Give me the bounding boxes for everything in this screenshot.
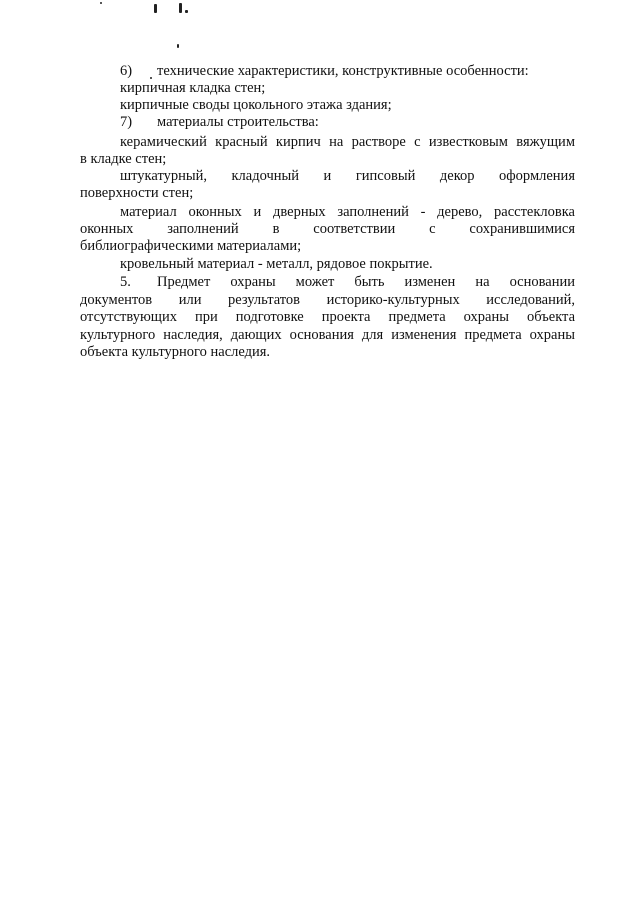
list-item-5 bbox=[80, 274, 575, 362]
text-line: кровельный материал - металл, рядовое покрытие. bbox=[120, 256, 433, 272]
item-text: материалы строительства: bbox=[157, 114, 319, 130]
item-text: технические характеристики, конструктивные особенности: bbox=[157, 63, 529, 79]
scan-speck bbox=[100, 2, 102, 4]
document-body bbox=[80, 63, 575, 362]
item-number: 5. bbox=[120, 274, 131, 290]
text-line: материал оконных и дверных заполнений - дерево, расстекловка bbox=[120, 204, 575, 220]
text-line: оконных заполнений в соответствии с сохранившимися bbox=[80, 221, 575, 237]
item-number: 6) bbox=[120, 63, 133, 79]
paragraph bbox=[80, 204, 575, 255]
scan-speck bbox=[185, 10, 188, 13]
text-line: культурного наследия, дающих основания для изменения предмета охраны bbox=[80, 326, 575, 343]
paragraph bbox=[80, 97, 575, 114]
text-line: штукатурный, кладочный и гипсовый декор оформления bbox=[120, 168, 575, 184]
item-text: Предмет охраны может быть изменен на основании bbox=[157, 274, 575, 290]
text-line: объекта культурного наследия. bbox=[80, 344, 271, 360]
text-line: в кладке стен; bbox=[80, 151, 167, 167]
text-line: керамический красный кирпич на растворе с известковым вяжущим bbox=[120, 134, 575, 150]
text-line: библиографическими материалами; bbox=[80, 238, 302, 254]
text-line: отсутствующих при подготовке проекта предмета охраны объекта bbox=[80, 309, 575, 325]
text-line: кирпичная кладка стен; bbox=[120, 80, 266, 96]
paragraph bbox=[80, 80, 575, 97]
text-line: поверхности стен; bbox=[80, 185, 194, 201]
text-line: кирпичные своды цокольного этажа здания; bbox=[120, 97, 392, 113]
scan-speck bbox=[179, 3, 182, 13]
scan-speck bbox=[177, 44, 179, 48]
text-line: документов или результатов историко-культурных исследований, bbox=[80, 291, 575, 308]
scan-speck bbox=[154, 4, 157, 13]
list-item-6 bbox=[80, 63, 575, 80]
item-number: 7) bbox=[120, 114, 133, 130]
list-item-7 bbox=[80, 114, 575, 131]
paragraph bbox=[80, 134, 575, 168]
paragraph bbox=[80, 168, 575, 202]
paragraph bbox=[80, 256, 575, 273]
